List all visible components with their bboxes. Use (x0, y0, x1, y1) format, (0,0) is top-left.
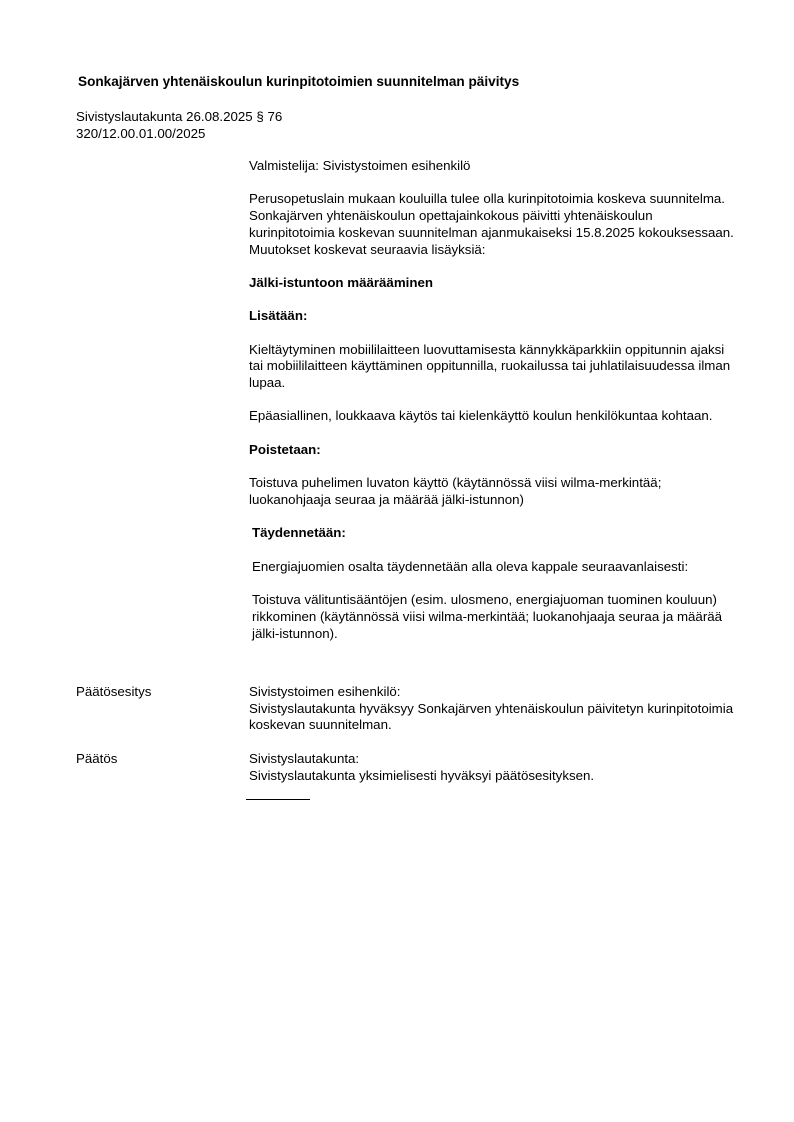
removed-item-1: Toistuva puhelimen luvaton käyttö (käytännössä viisi wilma-merkintää; luokanohjaaja seuraa ja määrää jälki-istunnon) (249, 475, 662, 507)
decision-by: Sivistyslautakunta: (249, 751, 360, 766)
proposal-text: Sivistyslautakunta hyväksyy Sonkajärven yhtenäiskoulun päivitetyn kurinpitotoimia koskevan suunnitelman. (249, 700, 734, 733)
document-body (249, 158, 739, 659)
supplemented-item-1: Toistuva välituntisääntöjen (esim. ulosmeno, energiajuoman tuominen kouluun) rikkominen (käytännössä viisi wilma-merkintää; luokanohjaaja seuraa ja määrää jälki-istunnon). (252, 592, 723, 641)
record-id: 320/12.00.01.00/2025 (76, 125, 206, 141)
added-item-2: Epäasiallinen, loukkaava käytös tai kielenkäyttö koulun henkilökuntaa kohtaan. (249, 408, 713, 424)
document-title: Sonkajärven yhtenäiskoulun kurinpitotoimien suunnitelman päivitys (78, 74, 520, 89)
proposal-by: Sivistystoimen esihenkilö: (249, 684, 401, 699)
section-heading: Jälki-istuntoon määrääminen (249, 274, 433, 290)
added-item-1: Kieltäytyminen mobiililaitteen luovuttamisesta kännykkäparkkiin oppitunnin ajaksi tai mobiililaitteen käyttäminen oppitunnilla, ruokailussa tai juhlatilaisuudessa ilman lupaa. (249, 341, 731, 391)
preparer-line: Valmistelija: Sivistystoimen esihenkilö (249, 158, 471, 173)
added-heading: Lisätään: (249, 308, 308, 324)
meeting-meta (76, 109, 282, 142)
decision-text: Sivistyslautakunta yksimielisesti hyväksyi päätösesityksen. (249, 767, 595, 783)
meeting-reference: Sivistyslautakunta 26.08.2025 § 76 (76, 109, 283, 124)
supplemented-intro: Energiajuomien osalta täydennetään alla oleva kappale seuraavanlaisesti: (252, 558, 689, 574)
closing-rule (246, 799, 310, 800)
decision-section (249, 751, 739, 784)
proposal-label: Päätösesitys (76, 684, 152, 699)
intro-paragraph: Perusopetuslain mukaan kouluilla tulee olla kurinpitotoimia koskeva suunnitelma. Sonkajärven yhtenäiskoulun opettajainkokous päivitti yhtenäiskoulun kurinpitotoimia koskevan suunnitelman ajanmukaiseksi 15.8.2025 kokouksessaan. Muutokset koskevat seuraavia lisäyksiä: (249, 191, 734, 257)
decision-label: Päätös (76, 751, 118, 766)
proposal-section (249, 684, 739, 734)
supplemented-heading: Täydennetään: (252, 525, 346, 541)
removed-heading: Poistetaan: (249, 441, 321, 457)
